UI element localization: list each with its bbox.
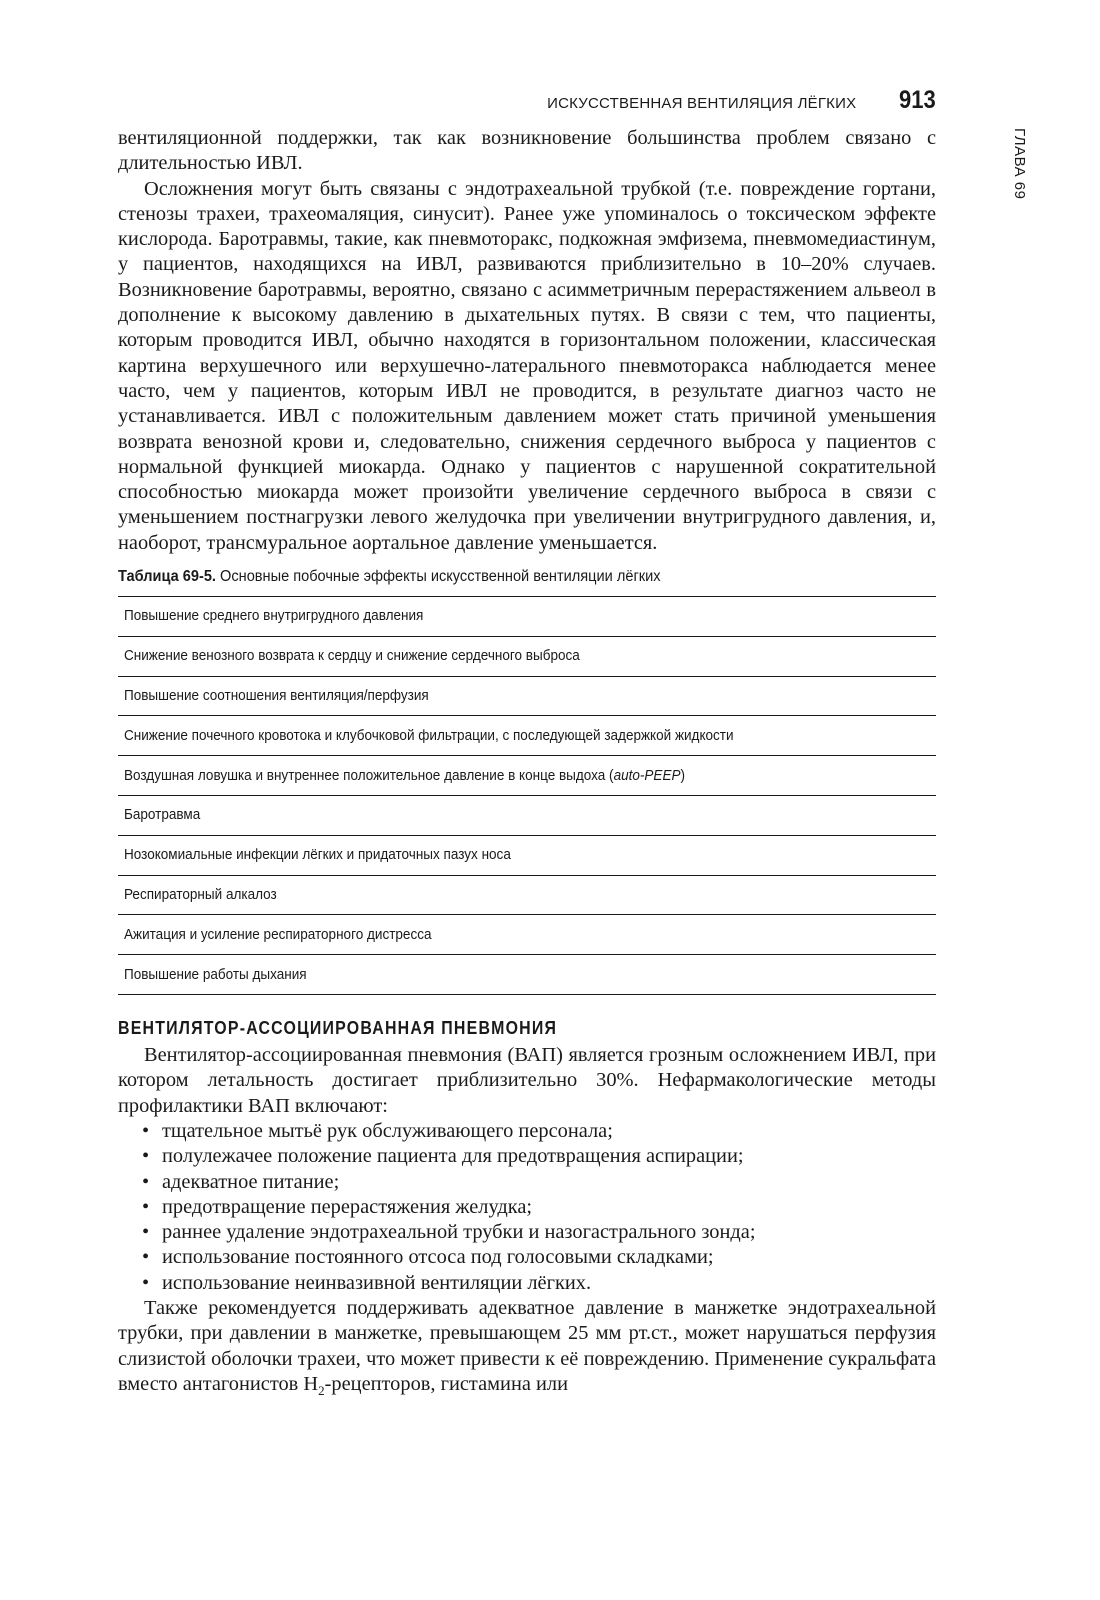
table-cell: Повышение соотношения вентиляция/перфузия bbox=[124, 688, 429, 705]
list-item: • тщательное мытьё рук обслуживающего персонала; bbox=[142, 1119, 936, 1144]
paragraph-complications: Осложнения могут быть связаны с эндотрахеальной трубкой (т.е. повреждение гортани, стенозы трахеи, трахеомаляция, синусит). Ранее уже упоминалось о токсическом эффекте кислорода. Баротравмы, такие, как пневмоторакс, подкожная эмфизема, пневмомедиастинум, у пациентов, находящихся на ИВЛ, развиваются приблизительно в 10–20% случаев. Возникновение баротравмы, вероятно, связано с асимметричным перерастяжением альвеол в дополнение к высокому давлению в дыхательных путях. В связи с тем, что пациенты, которым проводится ИВЛ, обычно находятся в горизонтальном положении, классическая картина верхушечного или верхушечно-латерального пневмоторакса наблюдается менее часто, чем у пациентов, которым ИВЛ не проводится, в результате диагноз часто не устанавливается. ИВЛ с положительным давлением может стать причиной уменьшения возврата венозной крови и, следовательно, снижения сердечного выброса у пациентов с нормальной функцией миокарда. Однако у пациентов с нарушенной сократительной способностью миокарда может произойти увеличение сердечного выброса в связи с уменьшением постнагрузки левого желудочка при увеличении внутригрудного давления, и, наоборот, трансмуральное аортальное давление уменьшается. bbox=[118, 177, 936, 554]
table-row bbox=[118, 876, 936, 916]
list-item: • раннее удаление эндотрахеальной трубки и назогастрального зонда; bbox=[142, 1220, 936, 1245]
table-cell: Снижение почечного кровотока и клубочковой фильтрации, с последующей задержкой жидкости bbox=[124, 727, 734, 744]
closing-text-a: Также рекомендуется поддерживать адекватное давление в манжетке эндотрахеальной трубки, при давлении в манжетке, превышающем 25 мм рт.ст., может нарушаться перфузия слизистой оболочки трахеи, что может привести к её повреждению. Применение сукральфата вместо антагонистов H bbox=[118, 1296, 936, 1395]
closing-text-b: -рецепторов, гистамина или bbox=[324, 1372, 568, 1395]
table-row bbox=[118, 597, 936, 637]
table-row bbox=[118, 756, 936, 796]
paragraph-continuation: вентиляционной поддержки, так как возникновение большинства проблем связано с длительностью ИВЛ. bbox=[118, 127, 936, 175]
table-cell: Повышение среднего внутригрудного давления bbox=[124, 608, 424, 625]
table-row bbox=[118, 716, 936, 756]
table-cell: Снижение венозного возврата к сердцу и снижение сердечного выброса bbox=[124, 648, 580, 665]
table-row bbox=[118, 915, 936, 955]
subscript: 2 bbox=[318, 1382, 325, 1398]
page-header bbox=[118, 86, 936, 122]
list-item: • полулежачее положение пациента для предотвращения аспирации; bbox=[142, 1144, 936, 1169]
table-row bbox=[118, 677, 936, 717]
running-head: ИСКУССТВЕННАЯ ВЕНТИЛЯЦИЯ ЛЁГКИХ bbox=[547, 95, 857, 112]
table-row bbox=[118, 796, 936, 836]
table-cell: Ажитация и усиление респираторного дистресса bbox=[124, 926, 432, 943]
table-caption bbox=[118, 568, 887, 586]
table-cell: Респираторный алкалоз bbox=[124, 887, 277, 904]
prevention-list bbox=[118, 1119, 936, 1296]
table-caption-label: Таблица 69-5. bbox=[118, 568, 216, 586]
page-content bbox=[118, 126, 936, 1397]
paragraph-closing bbox=[118, 1296, 936, 1397]
table-row bbox=[118, 836, 936, 876]
table-cell bbox=[124, 768, 685, 784]
list-item: • адекватное питание; bbox=[142, 1170, 936, 1195]
table-cell-text: Воздушная ловушка и внутреннее положительное давление в конце выдоха ( bbox=[124, 767, 614, 784]
table-cell-italic-term: auto-PEEP bbox=[613, 767, 681, 784]
table-row bbox=[118, 637, 936, 677]
table-row bbox=[118, 955, 936, 995]
paragraph-vap-intro: Вентилятор-ассоциированная пневмония (ВАП) является грозным осложнением ИВЛ, при котором летальность достигает приблизительно 30%. Нефармакологические методы профилактики ВАП включают: bbox=[118, 1044, 936, 1117]
table-cell-tail: ) bbox=[680, 767, 686, 784]
section-heading: ВЕНТИЛЯТОР-АССОЦИИРОВАННАЯ ПНЕВМОНИЯ bbox=[118, 1017, 558, 1039]
table-cell: Нозокомиальные инфекции лёгких и придаточных пазух носа bbox=[124, 847, 511, 864]
list-item: • использование постоянного отсоса под голосовыми складками; bbox=[142, 1245, 936, 1270]
side-effects-table bbox=[118, 596, 936, 995]
page-number: 913 bbox=[899, 86, 936, 114]
list-item: • использование неинвазивной вентиляции лёгких. bbox=[142, 1271, 936, 1296]
list-item: • предотвращение перерастяжения желудка; bbox=[142, 1195, 936, 1220]
table-cell: Повышение работы дыхания bbox=[124, 966, 307, 983]
table-caption-text: Основные побочные эффекты искусственной вентиляции лёгких bbox=[215, 568, 661, 586]
table-cell: Баротравма bbox=[124, 807, 201, 824]
chapter-tab: ГЛАВА 69 bbox=[1011, 128, 1028, 200]
